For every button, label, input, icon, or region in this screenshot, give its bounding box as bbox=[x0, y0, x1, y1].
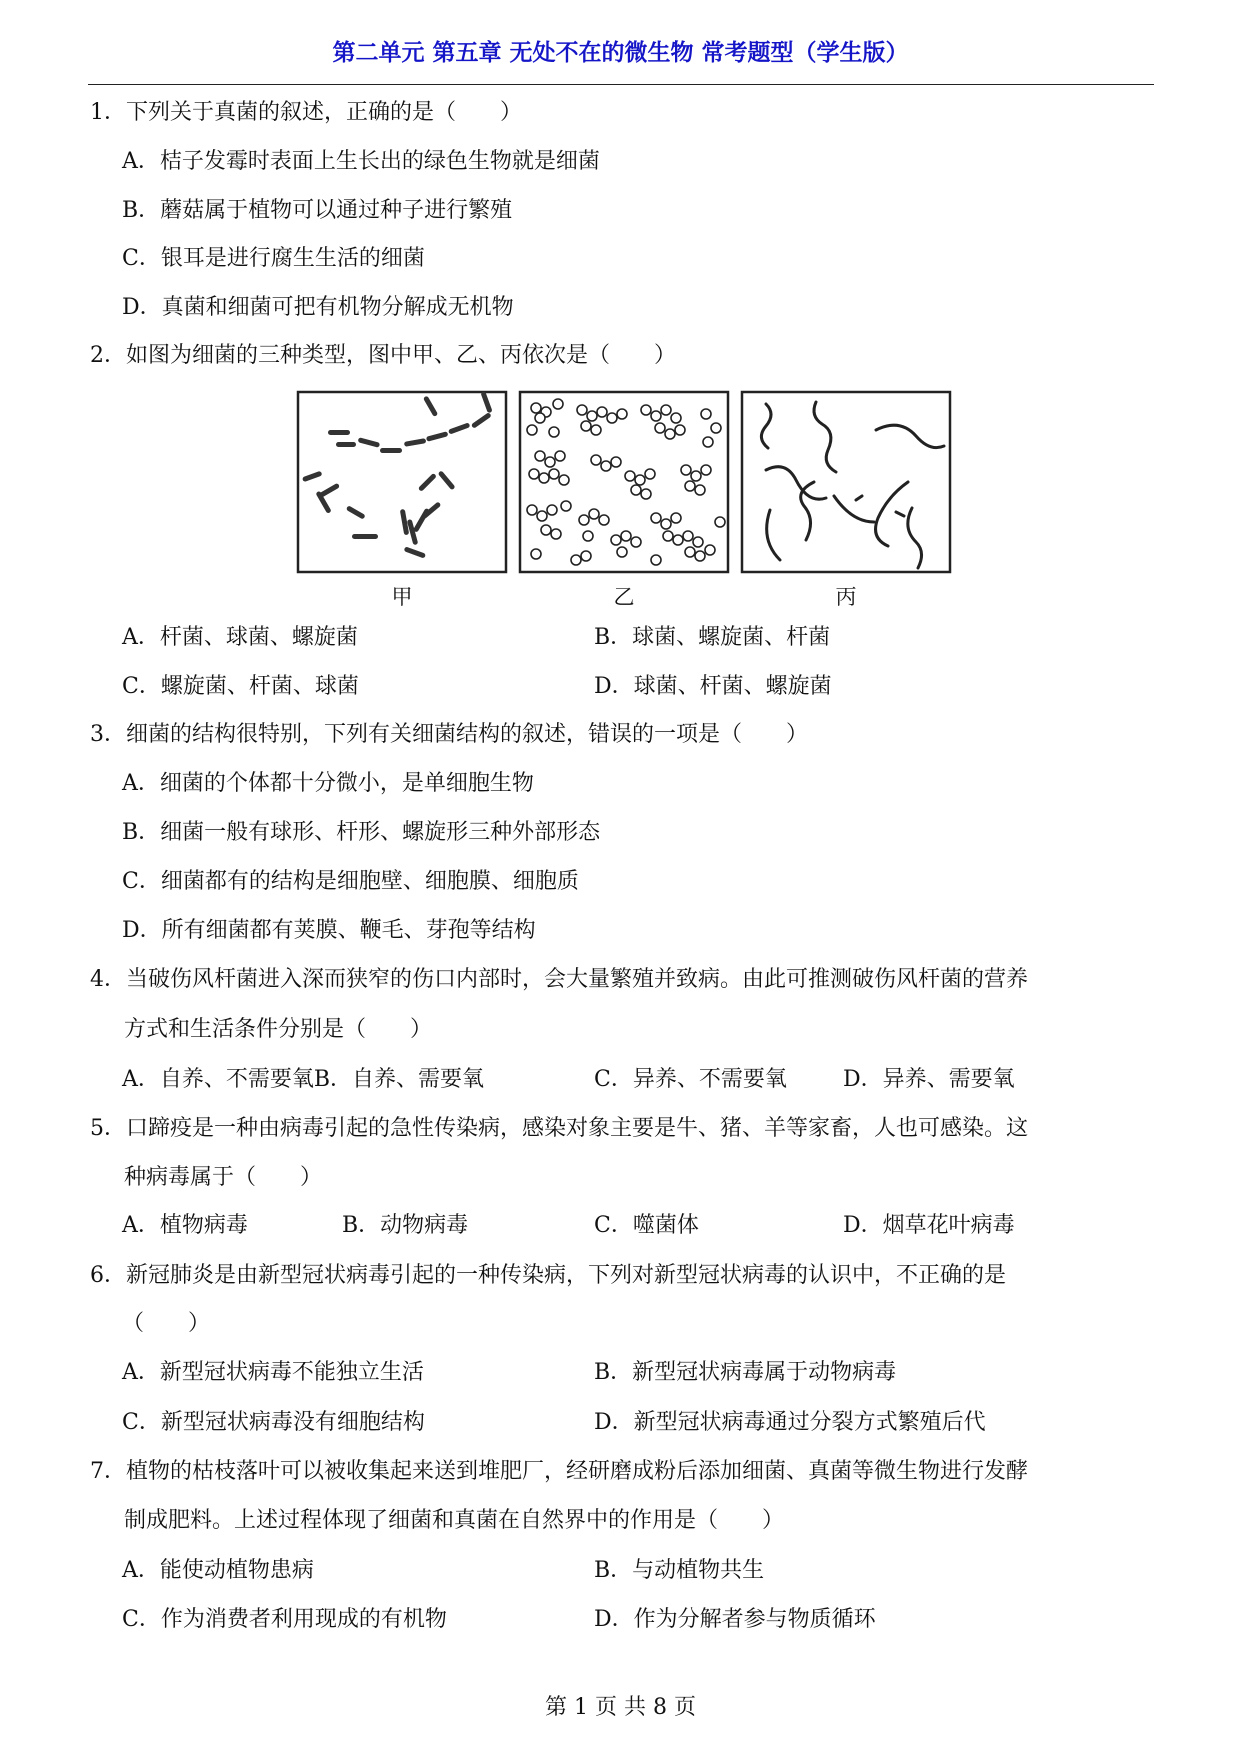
question-1-option-d: D．真菌和细菌可把有机物分解成无机物 bbox=[122, 295, 514, 320]
coccus-bacteria-drawing bbox=[527, 399, 725, 565]
question-5-option-c: C．噬菌体 bbox=[594, 1213, 699, 1238]
question-6-stem-line-2: （ ） bbox=[122, 1311, 211, 1336]
question-6-option-c: C．新型冠状病毒没有细胞结构 bbox=[122, 1410, 425, 1435]
question-2-stem: 2．如图为细菌的三种类型，图中甲、乙、丙依次是（ ） bbox=[90, 343, 676, 368]
question-6-option-a: A．新型冠状病毒不能独立生活 bbox=[122, 1360, 424, 1385]
question-6-option-b: B．新型冠状病毒属于动物病毒 bbox=[594, 1360, 897, 1385]
question-2-option-c: C．螺旋菌、杆菌、球菌 bbox=[122, 674, 359, 699]
figure-label-bing: 丙 bbox=[835, 585, 857, 609]
rod-bacteria-drawing bbox=[302, 391, 493, 559]
question-7-option-b: B．与动植物共生 bbox=[594, 1558, 765, 1583]
question-1-option-a: A．桔子发霉时表面上生长出的绿色生物就是细菌 bbox=[122, 149, 600, 174]
question-4-stem-line-1: 4．当破伤风杆菌进入深而狭窄的伤口内部时，会大量繁殖并致病。由此可推测破伤风杆菌的营养 bbox=[90, 967, 1029, 992]
question-7-stem-line-2: 制成肥料。上述过程体现了细菌和真菌在自然界中的作用是（ ） bbox=[124, 1508, 785, 1533]
question-1-option-c: C．银耳是进行腐生生活的细菌 bbox=[122, 246, 425, 271]
question-2-option-d: D．球菌、杆菌、螺旋菌 bbox=[594, 674, 832, 699]
bacteria-types-figure bbox=[296, 390, 956, 614]
figure-panel-jia bbox=[298, 392, 506, 572]
question-5-option-d: D．烟草花叶病毒 bbox=[843, 1213, 1015, 1238]
question-4-option-d: D．异养、需要氧 bbox=[843, 1067, 1015, 1092]
question-6-option-d: D．新型冠状病毒通过分裂方式繁殖后代 bbox=[594, 1410, 986, 1435]
question-7-option-d: D．作为分解者参与物质循环 bbox=[594, 1607, 876, 1632]
question-4-option-a-b: A．自养、不需要氧B．自养、需要氧 bbox=[122, 1067, 485, 1092]
question-1-stem: 1．下列关于真菌的叙述，正确的是（ ） bbox=[90, 100, 522, 125]
question-4-stem-line-2: 方式和生活条件分别是（ ） bbox=[124, 1017, 433, 1042]
question-5-stem-line-1: 5．口蹄疫是一种由病毒引起的急性传染病，感染对象主要是牛、猪、羊等家畜，人也可感染。这 bbox=[90, 1116, 1029, 1141]
question-5-stem-line-2: 种病毒属于（ ） bbox=[124, 1165, 323, 1190]
question-2-option-a: A．杆菌、球菌、螺旋菌 bbox=[122, 625, 358, 650]
question-3-option-c: C．细菌都有的结构是细胞壁、细胞膜、细胞质 bbox=[122, 869, 579, 894]
figure-label-jia: 甲 bbox=[391, 585, 413, 609]
page-header-title: 第二单元 第五章 无处不在的微生物 常考题型（学生版） bbox=[332, 40, 909, 66]
header-rule bbox=[88, 84, 1154, 85]
question-5-option-a: A．植物病毒 bbox=[122, 1213, 248, 1238]
question-3-option-a: A．细菌的个体都十分微小，是单细胞生物 bbox=[122, 771, 534, 796]
question-3-option-d: D．所有细菌都有荚膜、鞭毛、芽孢等结构 bbox=[122, 918, 536, 943]
question-6-stem-line-1: 6．新冠肺炎是由新型冠状病毒引起的一种传染病，下列对新型冠状病毒的认识中，不正确的是 bbox=[90, 1263, 1007, 1288]
spiral-bacteria-drawing bbox=[761, 402, 944, 568]
figure-label-yi: 乙 bbox=[613, 585, 635, 609]
question-7-option-a: A．能使动植物患病 bbox=[122, 1558, 314, 1583]
question-4-option-c: C．异养、不需要氧 bbox=[594, 1067, 787, 1092]
question-3-option-b: B．细菌一般有球形、杆形、螺旋形三种外部形态 bbox=[122, 820, 601, 845]
question-7-option-c: C．作为消费者利用现成的有机物 bbox=[122, 1607, 447, 1632]
question-3-stem: 3．细菌的结构很特别，下列有关细菌结构的叙述，错误的一项是（ ） bbox=[90, 722, 808, 747]
question-5-option-b: B．动物病毒 bbox=[342, 1213, 469, 1238]
question-1-option-b: B．蘑菇属于植物可以通过种子进行繁殖 bbox=[122, 198, 513, 223]
question-7-stem-line-1: 7．植物的枯枝落叶可以被收集起来送到堆肥厂，经研磨成粉后添加细菌、真菌等微生物进行发酵 bbox=[90, 1459, 1029, 1484]
page-number: 第 1 页 共 8 页 bbox=[545, 1695, 696, 1720]
question-2-option-b: B．球菌、螺旋菌、杆菌 bbox=[594, 625, 831, 650]
